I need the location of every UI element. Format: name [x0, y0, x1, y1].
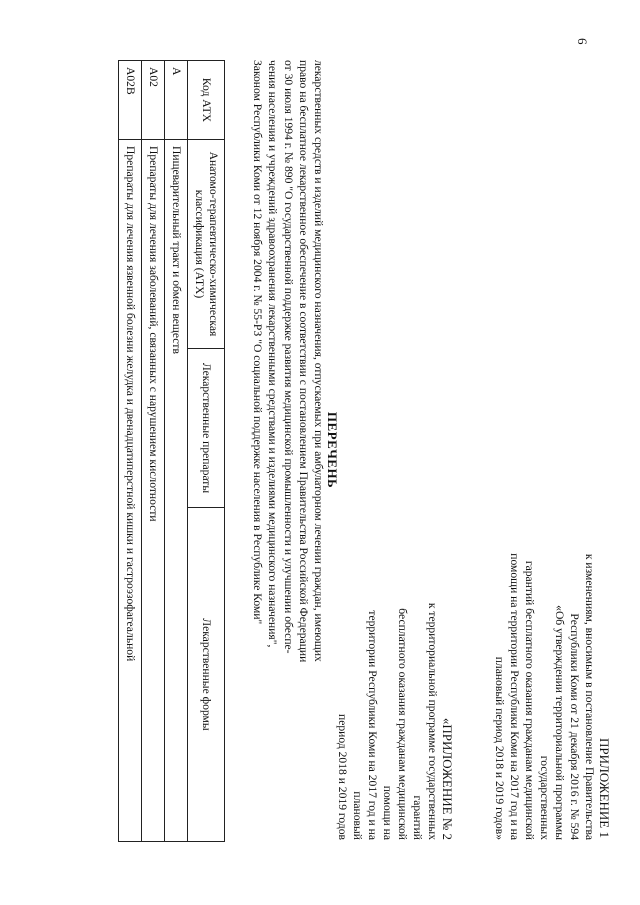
table-row	[142, 61, 165, 842]
intro-line: право на бесплатное лекарственное обеспечение в соответствии с постановлением Правительства Российской Федерации	[296, 60, 310, 663]
atc-table	[118, 60, 225, 842]
document-heading: ПЕРЕЧЕНЬ	[325, 411, 340, 489]
annex-1-block	[492, 520, 612, 840]
annex-2-title: «ПРИЛОЖЕНИЕ № 2	[440, 717, 455, 840]
row-text: Пищеварительный тракт и обмен веществ	[165, 140, 188, 842]
annex-1-line: к изменениям, вносимым в постановление Правительства	[583, 553, 596, 840]
annex-2-line: бесплатного оказания гражданам медицинской помощи на	[381, 608, 409, 840]
intro-line: чения населения и учреждений здравоохранения лекарственными средствами и изделиями медицинского назначения",	[266, 60, 280, 648]
annex-1-line: «Об утверждении территориальной программы государственных	[538, 605, 566, 840]
intro-line: Законом Республики Коми от 12 ноября 2004 г. № 55-РЗ "О социальной поддержке населения в Республике Коми"	[251, 60, 265, 625]
row-text: Препараты для лечения заболеваний, связанных с нарушением кислотности	[142, 140, 165, 842]
intro-paragraph	[250, 60, 326, 840]
intro-line: от 30 июля 1994 г. № 890 "О государственной поддержке развития медицинской промышленности и улучшении обеспе-	[281, 60, 295, 654]
table-row	[165, 61, 188, 842]
annex-1-line: плановый период 2018 и 2019 годов»	[493, 656, 506, 840]
intro-line: лекарственных средств и изделий медицинского назначения, отпускаемых при амбулаторном лечении граждан, имеющих	[312, 60, 325, 662]
header-preparations: Лекарственные препараты	[188, 349, 225, 508]
row-text: Препараты для лечения язвенной болезни желудка и двенадцатиперстной кишки и гастроэзофагеальной	[119, 140, 142, 842]
annex-2-line: территории Республики Коми на 2017 год и на плановый	[351, 610, 379, 840]
annex-1-line: гарантий бесплатного оказания гражданам медицинской	[523, 560, 536, 840]
page-number: 6	[575, 38, 590, 45]
table-header-row	[188, 61, 225, 842]
table-row	[119, 61, 142, 842]
annex-2-line: период 2018 и 2019 годов	[336, 714, 349, 840]
annex-2-block	[335, 578, 455, 840]
annex-1-title: ПРИЛОЖЕНИЕ 1	[597, 738, 612, 838]
header-code: Код АТХ	[188, 61, 225, 140]
header-atc: Анатомо-терапевтическо-химическая классификация (АТХ)	[188, 140, 225, 349]
annex-1-line: помощи на территории Республики Коми на 2017 год и на	[508, 553, 521, 840]
row-code: А	[165, 61, 188, 140]
header-forms: Лекарственные формы	[188, 508, 225, 842]
annex-1-line: Республики Коми от 21 декабря 2016 г. № 594	[568, 613, 581, 840]
annex-2-line: к территориальной программе государственных гарантий	[411, 602, 439, 840]
row-code: А02	[142, 61, 165, 140]
row-code: А02В	[119, 61, 142, 140]
